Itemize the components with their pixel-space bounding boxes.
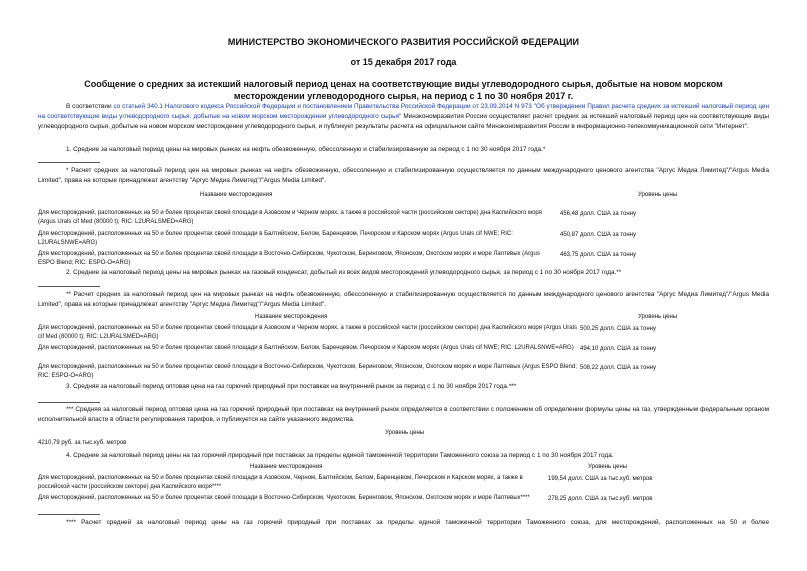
- table-row-price: 278,25 долл. США за тыс.куб. метров: [548, 496, 653, 502]
- intro-paragraph: [38, 102, 769, 132]
- section-1-col-name: Название месторождения: [200, 192, 273, 198]
- intro-prefix: В соответствии: [66, 103, 114, 110]
- document-title: Сообщение о средних за истекший налоговый период ценах на соответствующие виды углеводородного сырья, добытые на новом морском месторождении углеводородного сырья, на период с 1 по 30 ноября 2017 г.: [84, 79, 723, 101]
- table-row-label: Для месторождений, расположенных на 50 и более процентах своей площади в Азовском и Черном морях, а также в российской части (российском секторе) дна Каспийского моря (Argus Urals cif Med (80000 t); RIC: L2URALSMED=ARG): [38, 325, 577, 340]
- footnote-divider: [38, 286, 100, 287]
- table-row-label: Для месторождений, расположенных на 50 и более процентах своей площади в Восточно-Сибирском, Чукотском, Беринговом, Японском, Охотском морях и море Лаптевых (Argus ESPO Blend; RIC: ESPO-O=ARG): [38, 364, 577, 379]
- legal-reference-link[interactable]: со статьей 340.1 Налогового кодекса Российской Федерации и постановлением Правительства Российской Федерации от 23.09.2014 N 973 "Об утверждении Правил расчета средних за истекший налоговый период цен на соответствующие виды углеводородного сырья, добытые на новом морском месторождении углеводородного сырья": [38, 103, 769, 120]
- table-row-price: 199,54 долл. США за тыс.куб. метров: [548, 476, 653, 482]
- ministry-heading: МИНИСТЕРСТВО ЭКОНОМИЧЕСКОГО РАЗВИТИЯ РОССИЙСКОЙ ФЕДЕРАЦИИ: [227, 37, 580, 47]
- footnote-divider: [38, 402, 100, 403]
- section-2-footnote: ** Расчет средних за налоговый период цен на мировых рынках на нефть обезвоженную, обессоленную и стабилизированную осуществляется по данным международного ценового агентства "Аргус Медиа Лимитед"/"Argus Media Limited", права на которые принадлежат агентству "Аргус Медиа Лимитед"/"Argus Media Limited".: [38, 291, 769, 308]
- section-4-heading: 4. Средние за налоговый период цены на газ горючий природный при поставках за пределы единой таможенной территории Таможенного союза за период с 1 по 30 ноября 2017 года.: [66, 452, 614, 459]
- table-row-price: 500,25 долл. США за тонну: [580, 326, 656, 332]
- footnote-divider: [38, 162, 100, 163]
- section-4-col-price: Уровень цены: [588, 464, 628, 470]
- section-4-footnote: **** Расчет средней за налоговый период цены на газ горючий природный при поставках за пределы единой таможенной территории Таможенного союза, для месторождений, расположенных на 50 и более: [66, 519, 769, 526]
- footnote-divider: [38, 514, 100, 515]
- table-row-label: Для месторождений, расположенных на 50 и более процентах своей площади в Балтийском, Белом, Баренцевом, Печорском и Карском морях (Argus Urals cif NWE; RIC: L2URALSNWE=ARG): [38, 231, 513, 246]
- table-row-price: 494,10 долл. США за тонну: [580, 346, 656, 352]
- table-row-price: 508,22 долл. США за тонну: [580, 365, 656, 371]
- table-row-label: Для месторождений, расположенных на 50 и более процентах своей площади в Балтийском, Белом, Баренцевом, Печорском и Карском морях (Argus Urals cif NWE; RIC: L2URALSNWE=ARG): [38, 345, 574, 351]
- intro-suffix: Минэкономразвития России осуществляет расчет средних за истекший налоговый период цен на соответствующие виды углеводородного сырья, добытые на новом морском месторождении углеводородного сырья, и публикует результаты расчета на официальном сайте Минэкономразвития России в информационно-телекоммуникационной сети "Интернет".: [38, 113, 769, 130]
- section-2-col-name: Название месторождения: [255, 314, 328, 320]
- section-2-heading: 2. Средние за налоговый период цены на мировых рынках на газовый конденсат, добытый из всех видов месторождений углеводородного сырья, за период с 1 по 30 ноября 2017 года.**: [66, 269, 622, 276]
- table-row-price: 456,48 долл. США за тонну: [560, 211, 636, 217]
- table-row-label: Для месторождений, расположенных на 50 и более процентах своей площади в Азовском, Черном, Балтийском, Белом, Баренцевом, Печорском и Карском морях, а также в российской части (российском секторе) дна Каспийского моря****: [38, 475, 523, 490]
- table-row-label: Для месторождений, расположенных на 50 и более процентах своей площади в Азовском и Черном морях, а также в российской части (российском секторе) дна Каспийского моря (Argus Urals cif Med (80000 t); RIC: L2URALSMED=ARG): [38, 210, 542, 225]
- section-1-heading: 1. Средние за налоговый период цены на мировых рынках на нефть обезвоженную, обессоленную и стабилизированную за период с 1 по 30 ноября 2017 года.*: [66, 146, 546, 153]
- table-row-price: 463,75 долл. США за тонну: [560, 252, 636, 258]
- document-date: от 15 декабря 2017 года: [350, 57, 457, 67]
- section-3-col-price: Уровень цены: [385, 430, 425, 436]
- table-row-label: Для месторождений, расположенных на 50 и более процентах своей площади в Восточно-Сибирском, Чукотском, Беринговом, Японском, Охотском морях и море Лаптевых (Argus ESPO Blend; RIC: ESPO-O=ARG): [38, 251, 540, 266]
- table-row-label: Для месторождений, расположенных на 50 и более процентах своей площади в Восточно-Сибирском, Чукотском, Беринговом, Японском, Охотском морях и море Лаптевых****: [38, 495, 530, 501]
- section-3-footnote: *** Средняя за налоговый период оптовая цена на газ горючий природный при поставках на внутренний рынок определяется в соответствии с положением об определении формулы цены на газ, утвержденным федеральным органом исполнительной власти в области регулирования тарифов, и публикуется на сайте указанного ведомства.: [38, 406, 769, 423]
- section-3-heading: 3. Средняя за налоговый период оптовая цена на газ горючий природный при поставках на внутренний рынок за период с 1 по 30 ноября 2017 года.***: [66, 383, 517, 390]
- section-1-col-price: Уровень цены: [638, 192, 678, 198]
- table-row-price: 450,87 долл. США за тонну: [560, 232, 636, 238]
- section-1-footnote: * Расчет средних за налоговый период цен на мировых рынках на нефть обезвоженную, обессоленную и стабилизированную осуществляется по данным международного ценового агентства "Аргус Медиа Лимитед"/"Argus Media Limited", права на которые принадлежат агентству "Аргус Медиа Лимитед"/"Argus Media Limited".: [38, 167, 769, 184]
- section-2-col-price: Уровень цены: [638, 314, 678, 320]
- section-3-price: 4210,79 руб. за тыс.куб. метров: [38, 440, 127, 446]
- section-4-col-name: Название месторождения: [250, 464, 323, 470]
